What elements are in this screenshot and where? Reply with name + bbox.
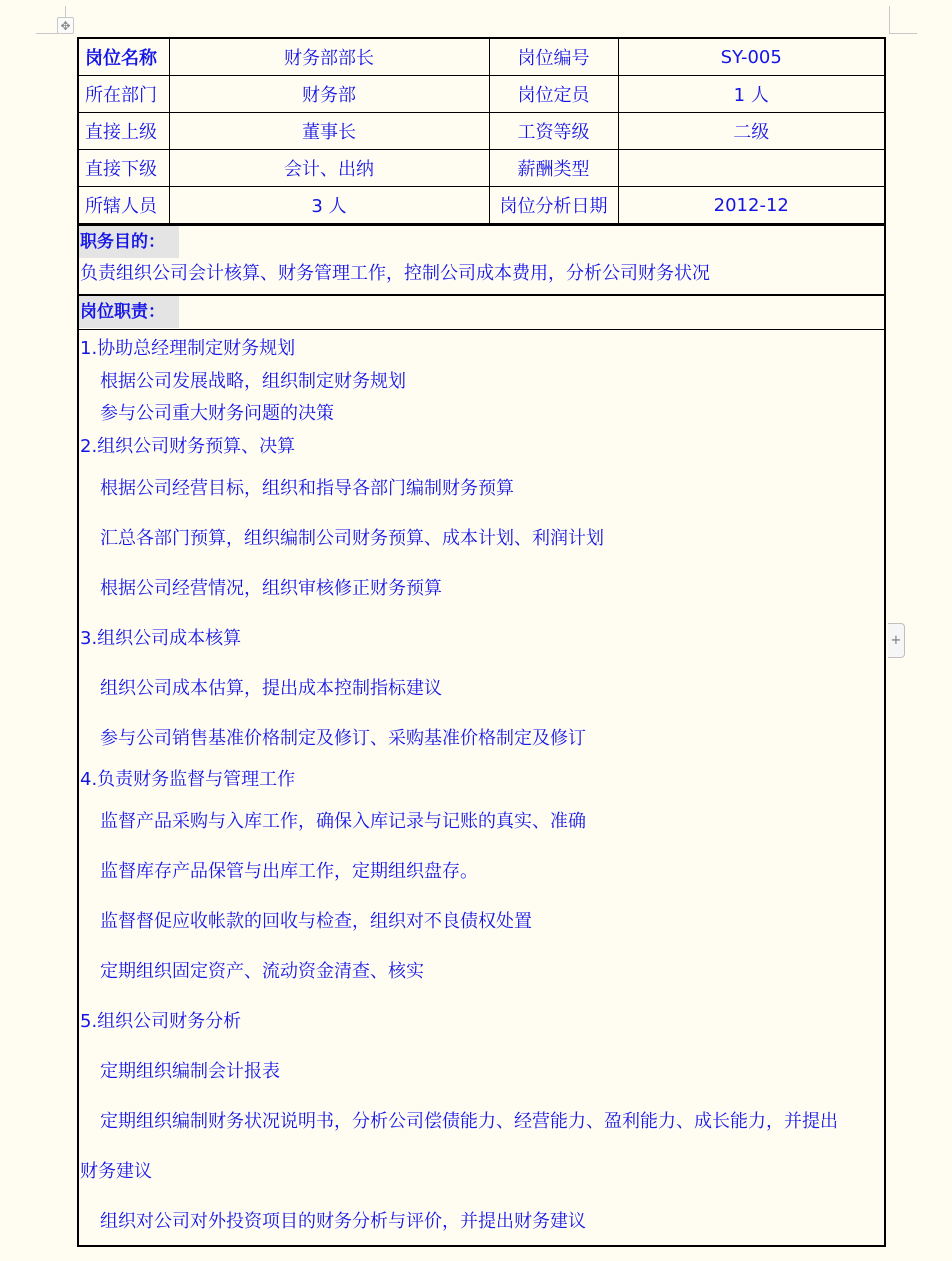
value-staff-managed[interactable]: 3 人 <box>169 187 489 224</box>
job-description-table <box>77 37 886 1247</box>
label-department: 所在部门 <box>79 76 169 113</box>
duties-title: 岗位职责： <box>79 296 179 328</box>
duty-item[interactable]: 根据公司发展战略，组织制定财务规划 <box>100 371 406 392</box>
duty-item[interactable]: 汇总各部门预算，组织编制公司财务预算、成本计划、利润计划 <box>100 528 604 549</box>
duty-item[interactable]: 参与公司重大财务问题的决策 <box>100 403 334 424</box>
duty-heading[interactable]: 4.负责财务监督与管理工作 <box>80 769 296 790</box>
duty-item[interactable]: 组织公司成本估算，提出成本控制指标建议 <box>100 678 442 699</box>
duty-item[interactable]: 参与公司销售基准价格制定及修订、采购基准价格制定及修订 <box>100 728 586 749</box>
duty-item[interactable]: 定期组织编制会计报表 <box>100 1061 280 1082</box>
crop-mark-top-left-h <box>36 33 58 34</box>
label-analysis-date: 岗位分析日期 <box>489 187 618 224</box>
value-headcount[interactable]: 1 人 <box>618 76 884 113</box>
label-direct-subordinates: 直接下级 <box>79 150 169 187</box>
label-headcount: 岗位定员 <box>489 76 618 113</box>
table-row <box>79 113 884 150</box>
table-row <box>79 150 884 187</box>
purpose-section <box>79 224 884 294</box>
value-position-code[interactable]: SY-005 <box>618 39 884 76</box>
duties-body <box>79 329 884 1249</box>
duty-item[interactable]: 定期组织编制财务状况说明书，分析公司偿债能力、经营能力、盈利能力、成长能力，并提出 <box>100 1111 838 1132</box>
crop-mark-top-right-v <box>889 6 890 34</box>
label-salary-grade: 工资等级 <box>489 113 618 150</box>
duty-item[interactable]: 组织对公司对外投资项目的财务分析与评价，并提出财务建议 <box>100 1211 586 1232</box>
table-row <box>79 187 884 224</box>
duties-section-header <box>79 294 884 329</box>
duty-item[interactable]: 根据公司经营情况，组织审核修正财务预算 <box>100 578 442 599</box>
label-position-name: 岗位名称 <box>79 39 169 76</box>
value-position-name[interactable]: 财务部部长 <box>169 39 489 76</box>
table-row <box>79 76 884 113</box>
duty-item[interactable]: 定期组织固定资产、流动资金清查、核实 <box>100 961 424 982</box>
crop-mark-top-right-h <box>889 33 917 34</box>
value-direct-subordinates[interactable]: 会计、出纳 <box>169 150 489 187</box>
duty-item[interactable]: 监督产品采购与入库工作，确保入库记录与记账的真实、准确 <box>100 811 586 832</box>
label-compensation-type: 薪酬类型 <box>489 150 618 187</box>
duty-heading[interactable]: 3.组织公司成本核算 <box>80 628 242 649</box>
add-column-button[interactable] <box>888 623 905 658</box>
position-info-table <box>79 39 884 224</box>
value-analysis-date[interactable]: 2012-12 <box>618 187 884 224</box>
value-compensation-type[interactable] <box>618 150 884 187</box>
label-staff-managed: 所辖人员 <box>79 187 169 224</box>
duty-heading[interactable]: 5.组织公司财务分析 <box>80 1011 242 1032</box>
label-direct-superior: 直接上级 <box>79 113 169 150</box>
duty-item[interactable]: 根据公司经营目标，组织和指导各部门编制财务预算 <box>100 478 514 499</box>
purpose-title: 职务目的： <box>79 226 179 258</box>
move-icon: ✥ <box>60 18 71 33</box>
table-move-handle[interactable] <box>57 17 74 34</box>
value-direct-superior[interactable]: 董事长 <box>169 113 489 150</box>
duty-item[interactable]: 监督督促应收帐款的回收与检查，组织对不良债权处置 <box>100 911 532 932</box>
value-salary-grade[interactable]: 二级 <box>618 113 884 150</box>
duty-heading[interactable]: 财务建议 <box>80 1161 152 1182</box>
table-row <box>79 39 884 76</box>
purpose-text[interactable]: 负责组织公司会计核算、财务管理工作，控制公司成本费用，分析公司财务状况 <box>80 263 710 284</box>
value-department[interactable]: 财务部 <box>169 76 489 113</box>
label-position-code: 岗位编号 <box>489 39 618 76</box>
duty-item[interactable]: 监督库存产品保管与出库工作，定期组织盘存。 <box>100 861 478 882</box>
plus-icon: + <box>890 633 902 648</box>
duty-heading[interactable]: 1.协助总经理制定财务规划 <box>80 338 296 359</box>
duty-heading[interactable]: 2.组织公司财务预算、决算 <box>80 436 296 457</box>
